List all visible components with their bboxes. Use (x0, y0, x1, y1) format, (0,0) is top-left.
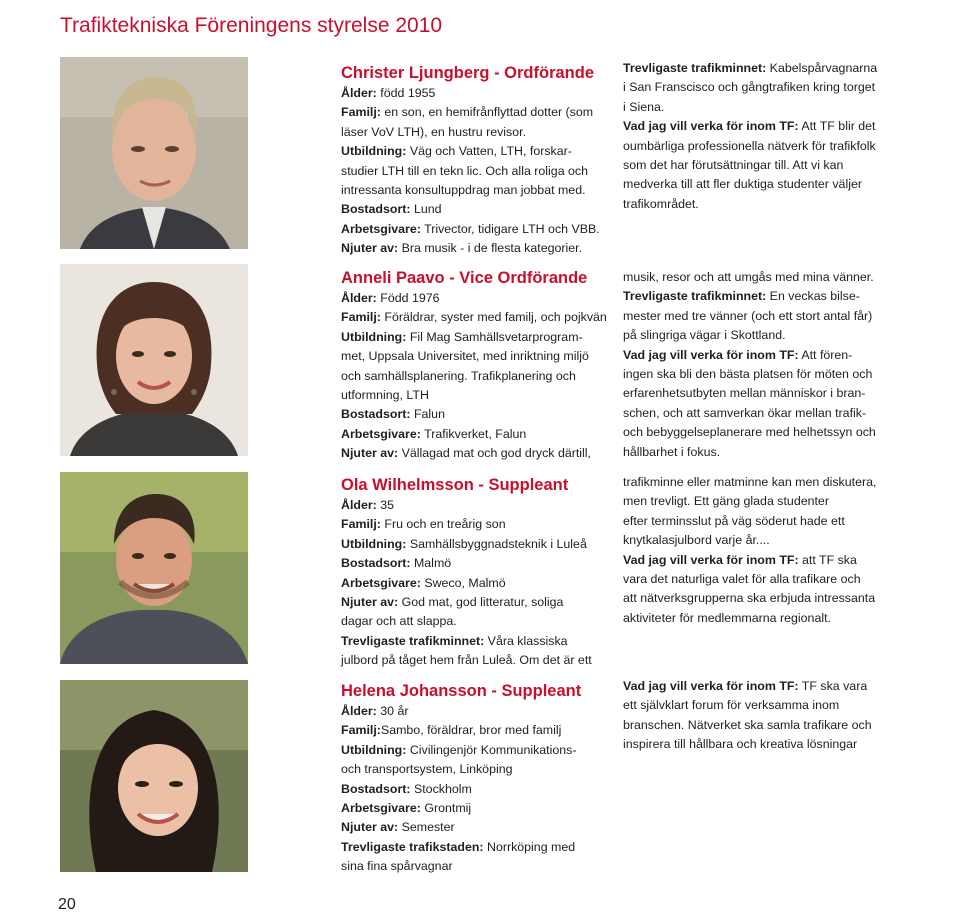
bio-text: Att fören- (798, 347, 853, 362)
bio-line (341, 574, 609, 593)
portrait-photo-1 (60, 57, 248, 249)
bio-label: Trevligaste trafikstaden: (341, 839, 484, 854)
bio-text: 30 år (376, 704, 409, 718)
bio-line (623, 195, 901, 214)
bio-text: Semester (398, 820, 455, 835)
bio-text: Född 1976 (376, 291, 440, 305)
bio-line (341, 554, 609, 573)
bio-line (623, 589, 901, 608)
bio-line (623, 117, 901, 136)
bio-text: oumbärliga professionella nätverk för trafikfolk (623, 138, 876, 153)
bio-text: intressanta konsultuppdrag man jobbat med. (341, 183, 586, 198)
bio-label: Utbildning: (341, 536, 407, 551)
member-bio-helena (341, 681, 609, 877)
bio-text: Väg och Vatten, LTH, forskar- (406, 144, 572, 159)
bio-label: Familj: (341, 105, 381, 120)
bio-text: ett självklart forum för verksamma inom (623, 698, 840, 713)
bio-line (623, 137, 901, 156)
bio-line (623, 156, 901, 175)
bio-text: född 1955 (376, 86, 436, 100)
bio-line (341, 123, 609, 142)
bio-label: Arbetsgivare: (341, 426, 421, 441)
bio-label: Vad jag vill verka för inom TF: (623, 552, 799, 567)
bio-line (623, 492, 901, 511)
member-bio-helena-cont (623, 677, 901, 755)
bio-label: Trevligaste trafikminnet: (341, 633, 485, 648)
bio-line (341, 632, 609, 651)
bio-text: inspirera till hållbara och kreativa lösningar (623, 737, 858, 752)
bio-line (623, 570, 901, 589)
bio-label: Utbildning: (341, 144, 407, 159)
bio-label: Ålder: (341, 704, 377, 718)
bio-text: Trivector, tidigare LTH och VBB. (420, 221, 600, 236)
bio-text: En veckas bilse- (766, 289, 860, 304)
bio-text: och samhällsplanering. Trafikplanering och (341, 368, 576, 383)
bio-line (623, 531, 901, 550)
bio-label: Familj: (341, 723, 381, 738)
bio-line (341, 162, 609, 181)
member-name: Helena Johansson - Suppleant (341, 682, 582, 700)
bio-line (341, 651, 609, 670)
bio-text: Fil Mag Samhällsvetarprogram- (406, 329, 583, 344)
bio-text: och transportsystem, Linköping (341, 762, 513, 777)
bio-label: Vad jag vill verka för inom TF: (623, 119, 799, 134)
bio-line (623, 735, 901, 754)
bio-line (341, 799, 609, 818)
bio-text: som det har förutsättningar till. Att vi kan (623, 158, 844, 173)
bio-label: Bostadsort: (341, 202, 411, 217)
bio-text: knytkalasjulbord varje år.... (623, 533, 770, 548)
bio-line (341, 515, 609, 534)
bio-text: Att TF blir det (798, 119, 876, 134)
bio-line (623, 326, 901, 345)
bio-label: Familj: (341, 310, 381, 325)
bio-label: Bostadsort: (341, 407, 411, 422)
bio-text: erfarenhetsutbyten mellan människor i bran- (623, 386, 866, 401)
bio-line (341, 239, 609, 258)
bio-line (341, 84, 609, 103)
bio-text: efter terminsslut på väg söderut hade ett (623, 513, 845, 528)
bio-text: sina fina spårvagnar (341, 859, 453, 874)
bio-line (341, 425, 609, 444)
bio-line (341, 220, 609, 239)
bio-label: Arbetsgivare: (341, 221, 421, 236)
bio-label: Utbildning: (341, 329, 407, 344)
portrait-photo-3 (60, 472, 248, 664)
bio-text: Lund (410, 202, 442, 217)
bio-line (341, 535, 609, 554)
member-bio-christer-cont (623, 59, 901, 214)
bio-line (623, 512, 901, 531)
member-bio-anneli-cont (623, 268, 901, 462)
bio-line (623, 78, 901, 97)
bio-text: God mat, god litteratur, soliga (398, 595, 564, 610)
bio-text: vara det naturliga valet för alla trafikare och (623, 572, 861, 587)
bio-line (341, 142, 609, 161)
bio-text: Falun (410, 407, 445, 422)
bio-text: utformning, LTH (341, 388, 429, 403)
bio-line (341, 103, 609, 122)
member-bio-ola-cont (623, 473, 901, 628)
bio-text: Våra klassiska (484, 633, 568, 648)
bio-text: hållbarhet i fokus. (623, 444, 721, 459)
bio-text: Malmö (410, 556, 452, 571)
bio-text: läser VoV LTH), en hustru revisor. (341, 124, 527, 139)
bio-text: i Siena. (623, 99, 665, 114)
bio-line (341, 741, 609, 760)
bio-line (623, 98, 901, 117)
bio-line (623, 696, 901, 715)
bio-text: Fru och en treårig son (380, 517, 506, 532)
bio-label: Vad jag vill verka för inom TF: (623, 679, 799, 693)
bio-text: 35 (376, 498, 395, 512)
bio-label: Njuter av: (341, 595, 399, 610)
bio-label: Ålder: (341, 291, 377, 305)
bio-text: men trevligt. Ett gäng glada studenter (623, 494, 829, 509)
bio-label: Ålder: (341, 498, 377, 512)
bio-text: en son, en hemifrånflyttad dotter (som (380, 105, 594, 120)
bio-line (623, 551, 901, 570)
bio-text: branschen. Nätverket ska samla trafikare och (623, 717, 872, 732)
bio-label: Bostadsort: (341, 556, 411, 571)
bio-line (341, 328, 609, 347)
bio-text: TF ska vara (798, 679, 868, 693)
member-name: Ola Wilhelmsson - Suppleant (341, 476, 569, 494)
bio-line (341, 496, 609, 515)
member-name: Christer Ljungberg - Ordförande (341, 64, 595, 82)
bio-line (623, 287, 901, 306)
bio-label: Vad jag vill verka för inom TF: (623, 347, 799, 362)
bio-text: mester med tre vänner (och ett stort antal får) (623, 308, 873, 323)
member-bio-christer (341, 63, 609, 259)
portrait-photo-4 (60, 680, 248, 872)
bio-text: Stockholm (410, 781, 472, 796)
bio-text: Bra musik - i de flesta kategorier. (398, 241, 583, 256)
bio-label: Njuter av: (341, 820, 399, 835)
bio-label: Utbildning: (341, 742, 407, 757)
bio-text: aktiviteter för medlemmarna regionalt. (623, 610, 831, 625)
bio-text: på slingriga vägar i Skottland. (623, 328, 786, 343)
member-bio-ola (341, 475, 609, 671)
bio-text: Kabelspårvagnarna (766, 61, 878, 75)
bio-text: Trafikverket, Falun (420, 426, 527, 441)
bio-line (623, 609, 901, 628)
bio-text: medverka till att fler duktiga studenter väljer (623, 177, 862, 192)
bio-line (341, 444, 609, 463)
bio-text: och bebyggelseplanerare med helhetssyn och (623, 425, 876, 440)
bio-line (341, 593, 609, 612)
bio-line (341, 702, 609, 721)
bio-text: Sambo, föräldrar, bror med familj (380, 723, 562, 738)
bio-line (623, 443, 901, 462)
bio-label: Arbetsgivare: (341, 575, 421, 590)
bio-text: Civilingenjör Kommunikations- (406, 742, 577, 757)
bio-text: met, Uppsala Universitet, med inriktning miljö (341, 349, 589, 364)
portrait-photo-2 (60, 264, 248, 456)
bio-line (623, 404, 901, 423)
bio-text: ingen ska bli den bästa platsen för möten och (623, 367, 873, 382)
page-number: 20 (58, 896, 76, 913)
bio-line (341, 760, 609, 779)
bio-line (623, 307, 901, 326)
bio-line (341, 386, 609, 405)
bio-label: Njuter av: (341, 241, 399, 256)
bio-label: Trevligaste trafikminnet: (623, 61, 767, 75)
bio-line (623, 677, 901, 696)
bio-text: studier LTH till en tekn lic. Och alla roliga och (341, 163, 589, 178)
member-bio-anneli (341, 268, 609, 464)
bio-text: att nätverksgrupperna ska erbjuda intressanta (623, 591, 876, 606)
bio-line (341, 721, 609, 740)
bio-text: att TF ska (798, 552, 857, 567)
bio-label: Arbetsgivare: (341, 801, 421, 816)
bio-line (341, 612, 609, 631)
bio-line (341, 367, 609, 386)
bio-text: musik, resor och att umgås med mina vänner. (623, 270, 874, 284)
bio-label: Trevligaste trafikminnet: (623, 289, 767, 304)
bio-line (341, 857, 609, 876)
bio-text: schen, och att samverkan ökar mellan trafik- (623, 405, 867, 420)
bio-label: Bostadsort: (341, 781, 411, 796)
bio-text: Grontmij (420, 801, 472, 816)
bio-line (341, 780, 609, 799)
bio-line (341, 200, 609, 219)
bio-line (623, 473, 901, 492)
bio-text: Norrköping med (483, 839, 576, 854)
bio-line (623, 423, 901, 442)
bio-line (623, 175, 901, 194)
bio-line (341, 289, 609, 308)
bio-line (341, 308, 609, 327)
bio-line (623, 716, 901, 735)
bio-line (341, 181, 609, 200)
bio-label: Ålder: (341, 86, 377, 100)
bio-line (341, 818, 609, 837)
bio-text: i San Franscisco och gångtrafiken kring torget (623, 80, 876, 95)
bio-line (623, 384, 901, 403)
bio-line (623, 268, 901, 287)
bio-line (623, 346, 901, 365)
bio-text: Vällagad mat och god dryck därtill, (398, 446, 591, 461)
page-title: Trafiktekniska Föreningens styrelse 2010 (60, 14, 443, 37)
bio-line (341, 838, 609, 857)
bio-text: Sweco, Malmö (420, 575, 506, 590)
bio-text: julbord på tåget hem från Luleå. Om det är ett (341, 653, 592, 668)
bio-label: Familj: (341, 517, 381, 532)
bio-text: Föräldrar, syster med familj, och pojkvän (380, 310, 607, 325)
bio-text: Samhällsbyggnadsteknik i Luleå (406, 536, 587, 551)
member-name: Anneli Paavo - Vice Ordförande (341, 269, 588, 287)
bio-text: trafikområdet. (623, 196, 699, 211)
bio-text: trafikminne eller matminne kan men diskutera, (623, 475, 877, 489)
bio-line (341, 405, 609, 424)
bio-label: Njuter av: (341, 446, 399, 461)
bio-line (623, 59, 901, 78)
bio-text: dagar och att slappa. (341, 614, 457, 629)
bio-line (341, 347, 609, 366)
bio-line (623, 365, 901, 384)
